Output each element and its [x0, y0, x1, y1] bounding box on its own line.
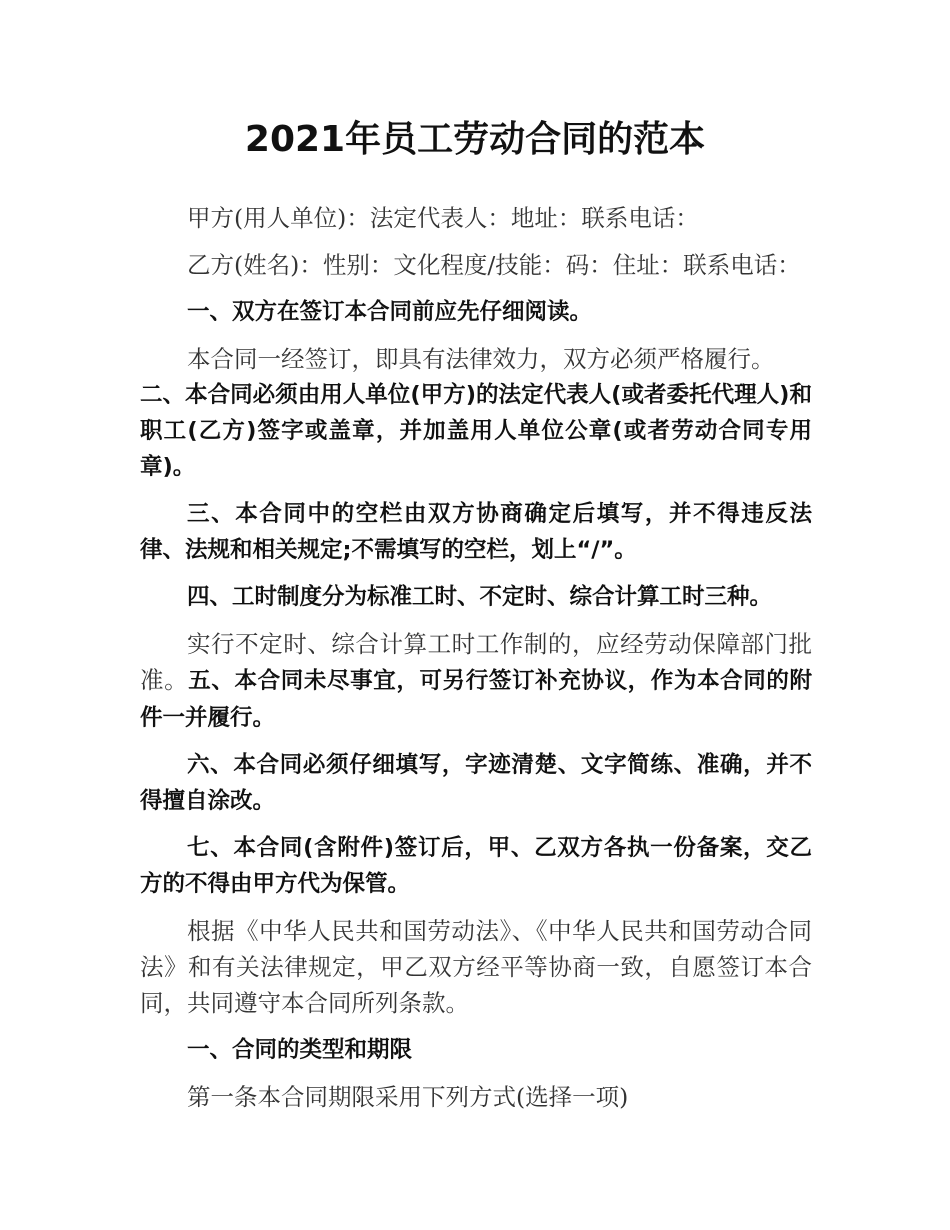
notice-item-1: 一、双方在签订本合同前应先仔细阅读。: [187, 299, 593, 325]
notice-item-4: 四、工时制度分为标准工时、不定时、综合计算工时三种。: [187, 584, 773, 610]
notice-item-7: 七、本合同(含附件)签订后，甲、乙双方各执一份备案，交乙方的不得由甲方代为保管。: [140, 835, 812, 897]
document-title: 2021年员工劳动合同的范本: [244, 119, 706, 160]
document-body: [140, 200, 812, 1126]
notice-item-1-body: 本合同一经签订，即具有法律效力，双方必须严格履行。: [187, 345, 775, 373]
notice-item-4-body-and-item-5: [140, 626, 812, 736]
section-heading-1: 一、合同的类型和期限: [187, 1037, 413, 1063]
notice-item-3: 三、本合同中的空栏由双方协商确定后填写，并不得违反法律、法规和相关规定;不需填写的空栏，划上“/”。: [140, 501, 812, 563]
notice-item-2: 二、本合同必须由用人单位(甲方)的法定代表人(或者委托代理人)和职工(乙方)签字或盖章，并加盖用人单位公章(或者劳动合同专用章)。: [140, 382, 812, 480]
notice-item-5: 五、本合同未尽事宜，可另行签订补充协议，作为本合同的附件一并履行。: [140, 668, 812, 731]
party-b-line: 乙方(姓名)：性别：文化程度/技能：码：住址：联系电话：: [187, 251, 801, 279]
party-a-line: 甲方(用人单位)：法定代表人：地址：联系电话：: [187, 204, 699, 232]
notice-item-6: 六、本合同必须仔细填写，字迹清楚、文字简练、准确，并不得擅自涂改。: [140, 752, 812, 814]
notice-item-4-body: 实行不定时、综合计算工时工作制的，应经劳动保障部门批准。: [140, 630, 812, 694]
contract-preamble: 根据《中华人民共和国劳动法》、《中华人民共和国劳动合同法》和有关法律规定，甲乙双方经平等协商一致，自愿签订本合同，共同遵守本合同所列条款。: [140, 917, 812, 1017]
article-1: 第一条本合同期限采用下列方式(选择一项): [187, 1083, 629, 1111]
